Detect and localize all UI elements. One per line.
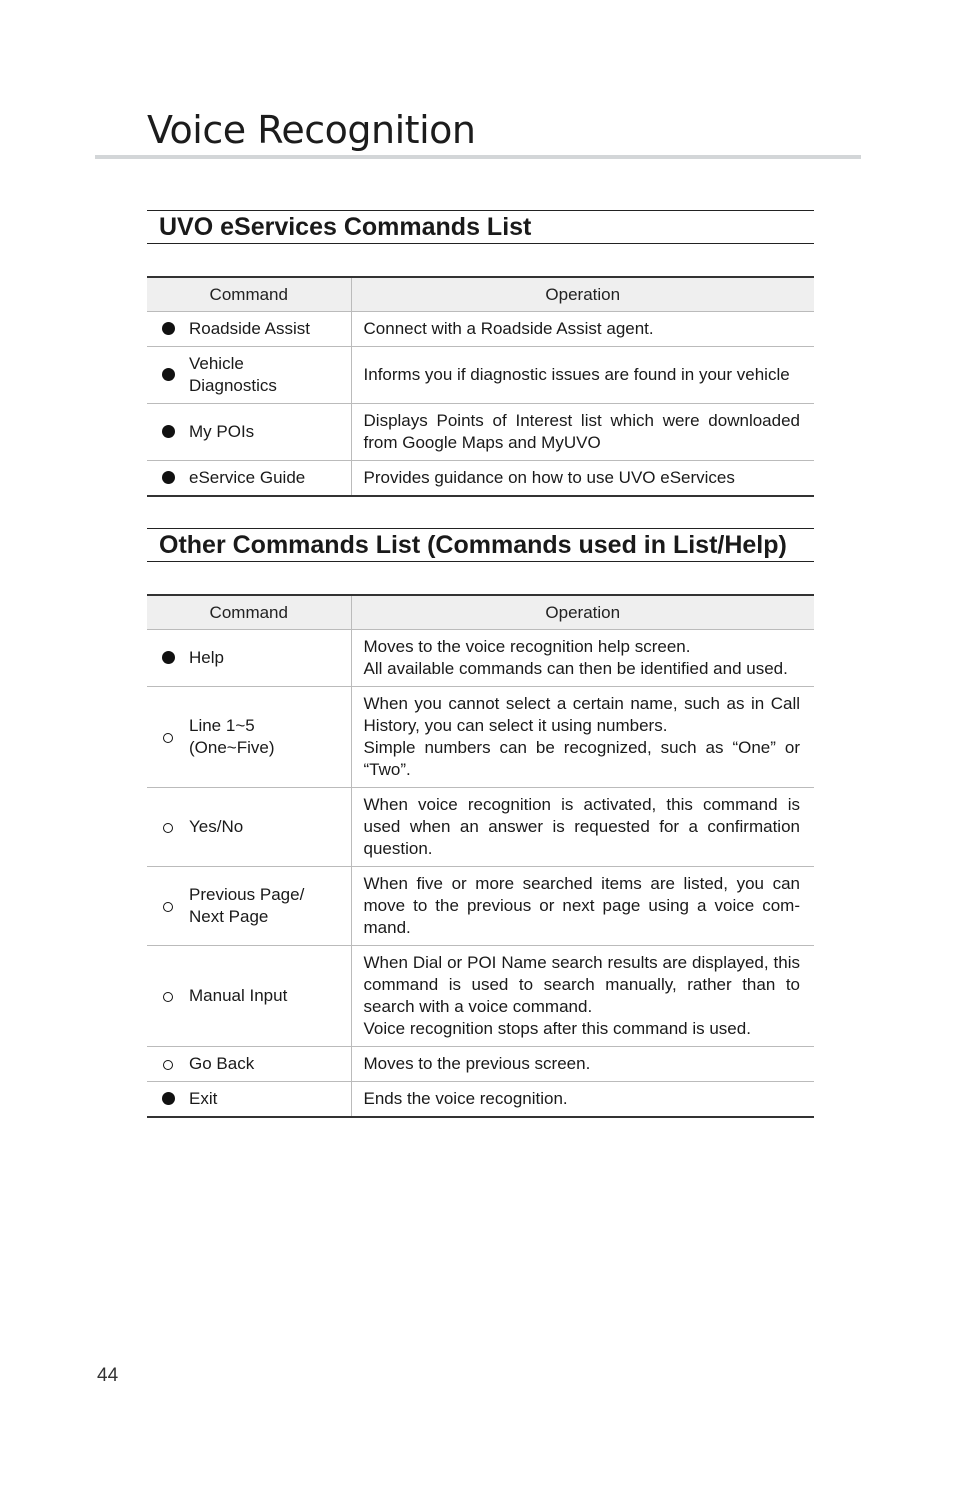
marker-cell [147,312,189,347]
filled-circle-icon [162,425,175,438]
operation-text: When voice recognition is activated, this command is used when an answer is requested for a confirmation question. [363,795,800,858]
other-commands-table [147,594,814,1118]
operation-cell [351,788,814,867]
command-text: (One~Five) [189,738,275,757]
operation-cell [351,630,814,687]
filled-circle-icon [162,368,175,381]
table-row [147,788,814,867]
marker-cell [147,1047,189,1082]
command-cell [189,1082,351,1118]
command-cell [189,630,351,687]
operation-column-header: Operation [351,595,814,630]
hollow-circle-icon [163,992,173,1002]
command-cell [189,461,351,497]
marker-cell [147,1082,189,1118]
table-row [147,867,814,946]
operation-text: Displays Points of Interest list which were downloaded from Google Maps and MyUVO [363,411,800,452]
filled-circle-icon [162,651,175,664]
command-cell [189,347,351,404]
marker-cell [147,630,189,687]
marker-cell [147,788,189,867]
other-table-body [147,630,814,1118]
command-cell [189,946,351,1047]
table-row [147,312,814,347]
command-text: My POIs [189,422,255,441]
operation-cell [351,1047,814,1082]
table-row [147,630,814,687]
table-row [147,946,814,1047]
operation-text: When you cannot select a certain name, such as in Call History, you can select it using numbers. [363,694,800,735]
table-row [147,687,814,788]
operation-cell [351,461,814,497]
command-text: Manual Input [189,986,288,1005]
operation-text: Provides guidance on how to use UVO eServices [363,468,735,487]
operation-text: Ends the voice recognition. [363,1089,568,1108]
hollow-circle-icon [163,1060,173,1070]
table-row [147,347,814,404]
command-cell [189,404,351,461]
command-column-header: Command [147,277,351,312]
command-text: Line 1~5 [189,716,255,735]
command-text: Exit [189,1089,218,1108]
command-cell [189,867,351,946]
operation-column-header: Operation [351,277,814,312]
hollow-circle-icon [163,823,173,833]
filled-circle-icon [162,322,175,335]
page-number: 44 [97,1365,119,1386]
table-row [147,461,814,497]
command-text: eService Guide [189,468,306,487]
uvo-commands-section [147,210,814,497]
operation-cell [351,404,814,461]
marker-cell [147,404,189,461]
operation-cell [351,946,814,1047]
table-header-row [147,277,814,312]
table-row [147,404,814,461]
operation-cell [351,687,814,788]
uvo-table-body [147,312,814,497]
command-text: Previous Page/ [189,885,305,904]
chapter-title-rule [95,155,861,159]
marker-cell [147,687,189,788]
operation-cell [351,347,814,404]
operation-text: Informs you if diagnostic issues are found in your vehicle [363,365,790,384]
table-row [147,1047,814,1082]
marker-cell [147,347,189,404]
other-commands-section [147,528,814,1118]
command-cell [189,687,351,788]
filled-circle-icon [162,1092,175,1105]
marker-cell [147,461,189,497]
command-column-header: Command [147,595,351,630]
table-header-row [147,595,814,630]
operation-text: All available commands can then be identified and used. [363,659,788,678]
command-text: Diagnostics [189,376,277,395]
operation-text: Voice recognition stops after this command is used. [363,1019,751,1038]
uvo-section-title: UVO eServices Commands List [147,210,814,244]
operation-cell [351,312,814,347]
operation-text: Moves to the previous screen. [363,1054,591,1073]
chapter-title: Voice Recognition [147,108,476,152]
operation-text: Moves to the voice recognition help screen. [363,637,691,656]
table-row [147,1082,814,1118]
command-cell [189,1047,351,1082]
command-text: Help [189,648,224,667]
command-text: Yes/No [189,817,244,836]
command-text: Go Back [189,1054,255,1073]
hollow-circle-icon [163,902,173,912]
command-text: Vehicle [189,354,244,373]
marker-cell [147,867,189,946]
operation-text: Simple numbers can be recognized, such as “One” or “Two”. [363,738,800,779]
operation-text: When Dial or POI Name search results are displayed, this command is used to search manually, rather than to search with a voice command. [363,953,800,1016]
other-section-title: Other Commands List (Commands used in List/Help) [147,528,814,562]
operation-cell [351,867,814,946]
command-cell [189,788,351,867]
command-text: Roadside Assist [189,319,310,338]
command-cell [189,312,351,347]
marker-cell [147,946,189,1047]
operation-text: When five or more searched items are listed, you can move to the previous or next page using a voice com-mand. [363,874,800,937]
command-text: Next Page [189,907,269,926]
operation-cell [351,1082,814,1118]
uvo-commands-table [147,276,814,497]
filled-circle-icon [162,471,175,484]
hollow-circle-icon [163,733,173,743]
operation-text: Connect with a Roadside Assist agent. [363,319,654,338]
